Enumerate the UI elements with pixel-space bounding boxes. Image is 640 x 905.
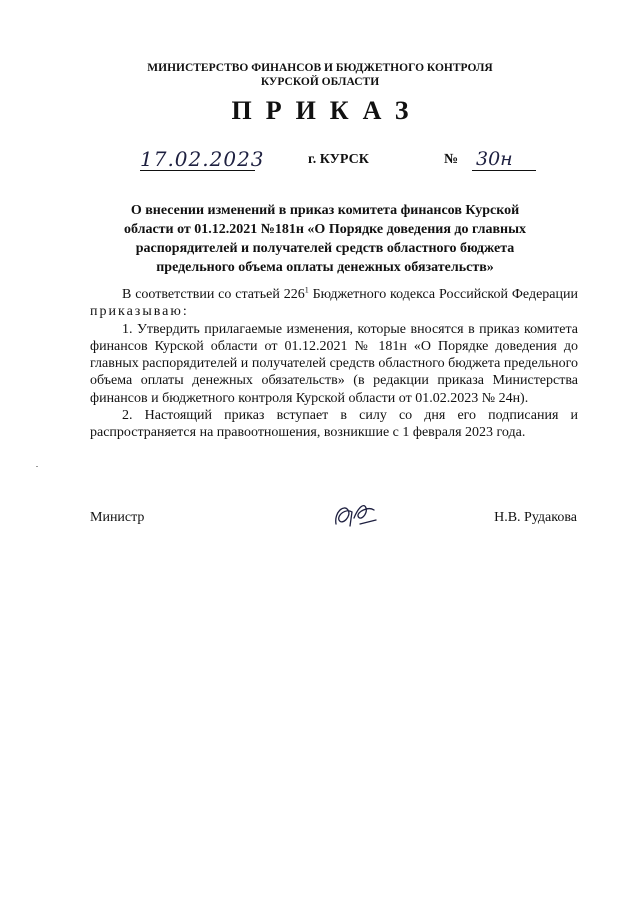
order-body bbox=[90, 286, 578, 442]
preamble-order-word: приказываю bbox=[90, 304, 183, 320]
number-label: № bbox=[444, 152, 459, 167]
handwritten-signature bbox=[330, 500, 380, 530]
signer-role: Министр bbox=[90, 510, 145, 525]
date-number-row bbox=[0, 148, 640, 172]
city-label: г. КУРСК bbox=[308, 152, 369, 167]
signer-name: Н.В. Рудакова bbox=[494, 510, 577, 525]
scan-speck bbox=[36, 466, 38, 467]
ministry-line-1: МИНИСТЕРСТВО ФИНАНСОВ И БЮДЖЕТНОГО КОНТРОЛЯ bbox=[147, 62, 493, 74]
ministry-line-2: КУРСКОЙ ОБЛАСТИ bbox=[260, 76, 380, 88]
document-title: ПРИКАЗ bbox=[231, 96, 423, 125]
paragraph-item-2: 2. Настоящий приказ вступает в силу со дня его подписания и распространяется на правоотношения, возникшие с 1 февраля 2023 года. bbox=[90, 408, 578, 441]
signature-block bbox=[0, 500, 640, 540]
handwritten-number: 30н bbox=[472, 148, 536, 171]
article-superscript: 1 bbox=[304, 285, 309, 295]
paragraph-item-1: 1. Утвердить прилагаемые изменения, которые вносятся в приказ комитета финансов Курской области от 01.12.2021 № 181н «О Порядке доведения до главных распорядителей и получателей средств областного бюджета предельного объема оплаты денежных обязательств» (в редакции приказа Министерства финансов и бюджетного контроля Курской области от 01.02.2023 № 24н). bbox=[90, 321, 578, 406]
order-subject: О внесении изменений в приказ комитета финансов Курской области от 01.12.2021 №181н «О Порядке доведения до главных распорядителей и получателей средств областного бюджета предельного объема оплаты денежных обязательств» bbox=[123, 203, 527, 275]
preamble-colon: : bbox=[182, 304, 187, 320]
preamble-end: Бюджетного кодекса Российской Федерации bbox=[308, 287, 578, 302]
handwritten-date: 17.02.2023 bbox=[140, 147, 265, 171]
ministry-header bbox=[0, 61, 640, 89]
paragraph-preamble bbox=[90, 286, 578, 321]
preamble-start: В соответствии со статьей 226 bbox=[122, 287, 305, 302]
